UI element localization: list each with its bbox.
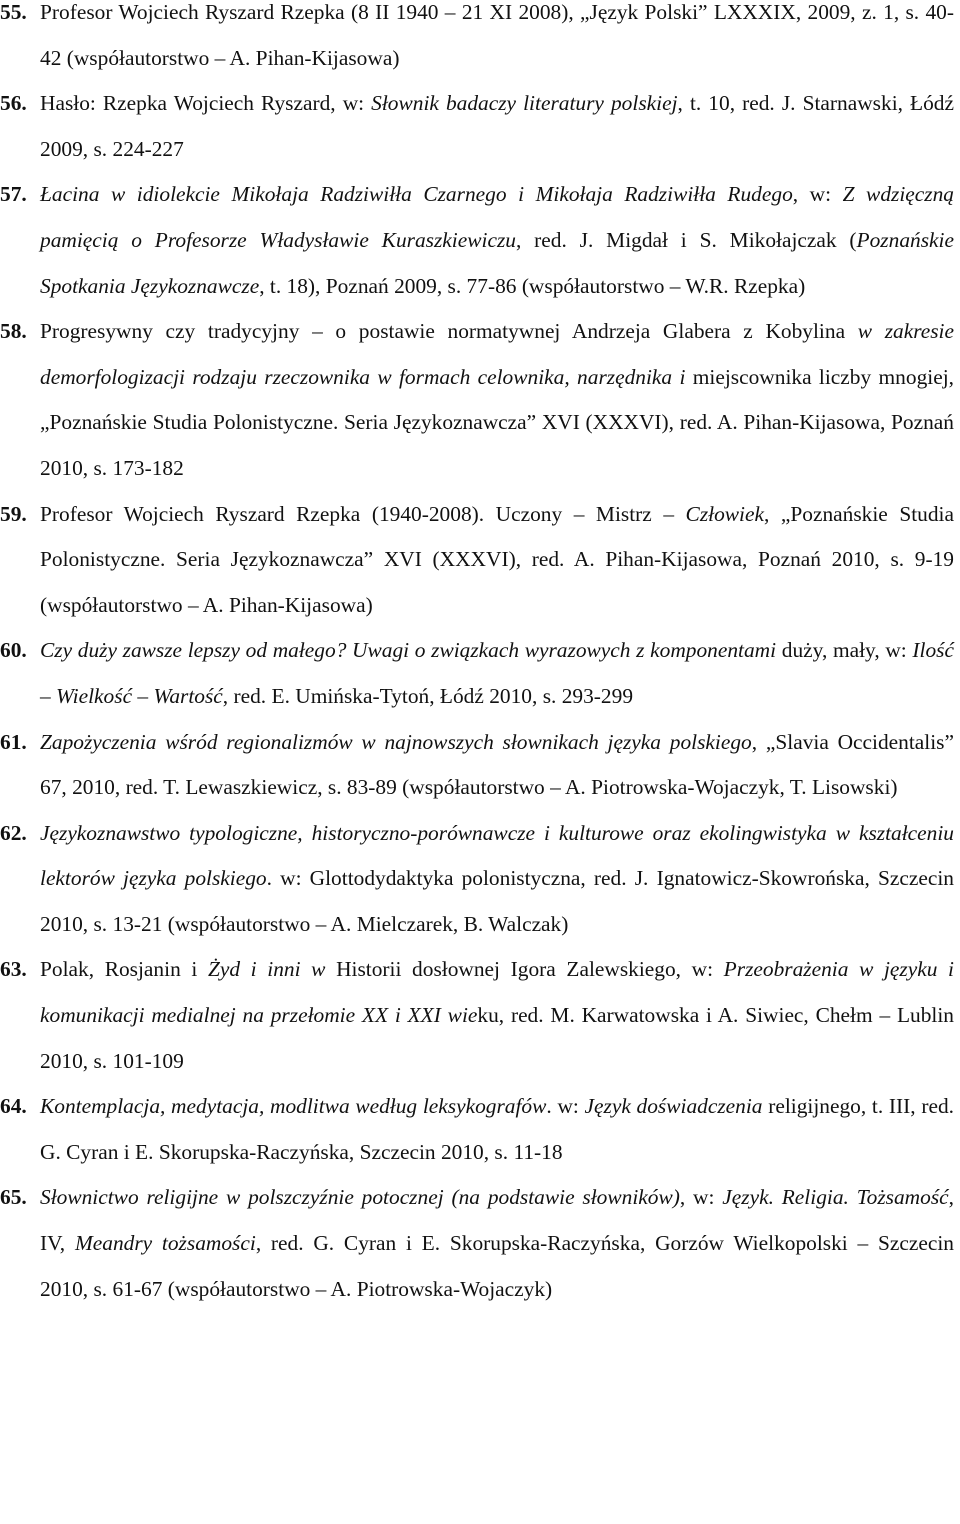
entry-title: Meandry tożsamości xyxy=(74,1231,256,1256)
bib-entry-56 xyxy=(0,81,954,172)
entry-title: Ilość – Wielkość – Wartość xyxy=(40,638,954,708)
entry-text: , red. J. Migdał i S. Mikołajczak ( xyxy=(515,227,857,252)
entry-text: , w: xyxy=(679,1185,723,1210)
entry-title: Czy duży zawsze lepszy od małego? Uwagi o związkach wyrazowych z komponentami xyxy=(40,638,782,663)
bib-entry-65 xyxy=(0,1175,954,1312)
entry-text: . w: xyxy=(546,1094,585,1119)
entry-number: 56. xyxy=(0,91,27,116)
entry-text: . w: Glottodydaktyka polonistyczna, red. J. Ignatowicz-Skowrońska, Szczecin 2010, s. 13-21 (współautorstwo – A. Mielczarek, B. Walczak) xyxy=(40,866,954,936)
entry-text: , w: xyxy=(792,182,843,207)
entry-number: 55. xyxy=(0,0,27,24)
entry-title: Łacina w idiolekcie Mikołaja Radziwiłła Czarnego i Mikołaja Radziwiłła Rudego xyxy=(40,182,793,207)
entry-text: , red. G. Cyran i E. Skorupska-Raczyńska, Gorzów Wielkopolski – Szczecin 2010, s. 61-67 (współautorstwo – A. Piotrowska-Wojaczyk) xyxy=(40,1231,954,1301)
entry-title: Poznańskie Spotkania Językoznawcze xyxy=(40,227,954,298)
entry-title: Językoznawstwo typologiczne, historyczno-porównawcze i kulturowe oraz ekolingwistyka w kształceniu lektorów języka polskiego xyxy=(40,820,954,891)
entry-number: 61. xyxy=(0,729,27,754)
entry-text: , IV, xyxy=(40,1185,954,1256)
entry-text: Polak, Rosjanin i xyxy=(40,957,208,982)
bib-entry-58 xyxy=(0,309,954,491)
entry-text: , t. 10, red. J. Starnawski, Łódź 2009, s. 224-227 xyxy=(40,91,955,161)
bib-entry-60 xyxy=(0,628,954,719)
entry-title: w zakresie demorfologizacji rodzaju rzeczownika w formach celownika, narzędnika i xyxy=(40,319,954,389)
entry-title: Słownictwo religijne w polszczyźnie potocznej (na podstawie słowników) xyxy=(40,1185,680,1210)
entry-number: 60. xyxy=(0,638,27,663)
entry-text: religijnego, t. III, red. G. Cyran i E. Skorupska-Raczyńska, Szczecin 2010, s. 11-18 xyxy=(40,1094,954,1164)
entry-title: Język. Religia. Tożsamość xyxy=(722,1185,949,1210)
entry-title: Kontemplacja, medytacja, modlitwa według leksykografów xyxy=(40,1094,547,1119)
entry-number: 64. xyxy=(0,1094,27,1119)
entry-title: Język doświadczenia xyxy=(584,1094,769,1119)
entry-number: 63. xyxy=(0,957,27,982)
entry-text: , „Slavia Occidentalis” 67, 2010, red. T. Lewaszkiewicz, s. 83-89 (współautorstwo – A. Piotrowska-Wojaczyk, T. Lisowski) xyxy=(40,729,954,800)
entry-text: Progresywny czy tradycyjny – o postawie normatywnej Andrzeja Glabera z Kobylina xyxy=(40,319,858,344)
entry-number: 65. xyxy=(0,1185,27,1210)
entry-title: Słownik badaczy literatury polskiej xyxy=(371,91,678,116)
bib-entry-59 xyxy=(0,492,954,629)
entry-title: Przeobrażenia w języku i komunikacji medialnej na przełomie XX i XXI wie xyxy=(40,957,954,1028)
entry-text: ku, red. M. Karwatowska i A. Siwiec, Chełm – Lublin 2010, s. 101-109 xyxy=(40,1003,954,1073)
entry-text: Profesor Wojciech Ryszard Rzepka (1940-2008). Uczony – Mistrz – xyxy=(40,501,686,526)
entry-text: , t. 18), Poznań 2009, s. 77-86 (współautorstwo – W.R. Rzepka) xyxy=(259,273,806,298)
entry-number: 58. xyxy=(0,319,27,344)
entry-number: 62. xyxy=(0,820,27,845)
entry-text: duży, mały, w: xyxy=(781,638,913,663)
entry-title: Z wdzięczną pamięcią o Profesorze Władysławie Kuraszkiewiczu xyxy=(40,182,954,252)
entry-text: Historii dosłownej Igora Zalewskiego, w: xyxy=(325,957,724,982)
bib-entry-61 xyxy=(0,720,954,811)
entry-text: Hasło: Rzepka Wojciech Ryszard, w: xyxy=(40,91,372,116)
bib-entry-63 xyxy=(0,947,954,1084)
entry-text: Profesor Wojciech Ryszard Rzepka (8 II 1940 – 21 XI 2008), „Język Polski” LXXXIX, 2009, z. 1, s. 40-42 (współautorstwo – A. Pihan-Kijasowa) xyxy=(40,0,954,70)
bib-entry-64 xyxy=(0,1084,954,1175)
entry-title: Zapożyczenia wśród regionalizmów w najnowszych słownikach języka polskiego xyxy=(40,729,752,754)
bib-entry-55 xyxy=(0,0,954,81)
bib-entry-62 xyxy=(0,811,954,948)
bib-entry-57 xyxy=(0,172,954,309)
entry-number: 57. xyxy=(0,182,27,207)
entry-title: Człowiek xyxy=(685,501,764,526)
entry-text: , red. E. Umińska-Tytoń, Łódź 2010, s. 293-299 xyxy=(222,683,634,708)
entry-title: Żyd i inni w xyxy=(207,957,326,982)
entry-text: miejscownika liczby mnogiej, „Poznańskie Studia Polonistyczne. Seria Językoznawcza” XVI (XXXVI), red. A. Pihan-Kijasowa, Poznań 2010, s. 173-182 xyxy=(40,364,954,480)
entry-number: 59. xyxy=(0,501,27,526)
entry-text: , „Poznańskie Studia Polonistyczne. Seria Językoznawcza” XVI (XXXVI), red. A. Pihan-Kijasowa, Poznań 2010, s. 9-19 (współautorstwo – A. Pihan-Kijasowa) xyxy=(40,501,954,617)
